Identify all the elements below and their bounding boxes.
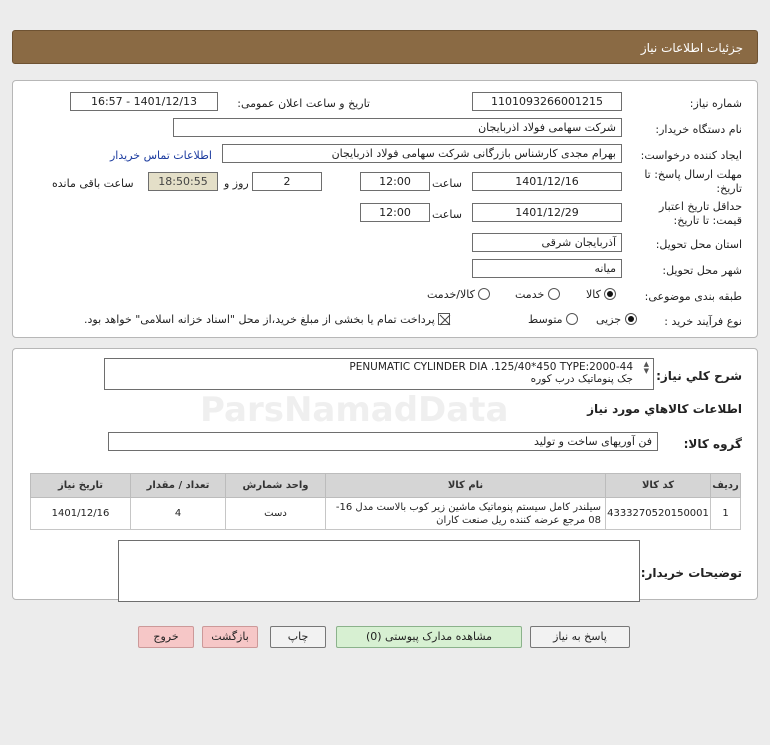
creator-field: بهرام مجدی کارشناس بازرگانی شرکت سهامی فولاد اذربایجان [222, 144, 622, 163]
group-label: گروه کالا: [683, 437, 742, 451]
process-radio-medium[interactable]: متوسط [528, 313, 578, 326]
group-field: فن آوریهای ساخت و تولید [108, 432, 658, 451]
creator-label: ایجاد کننده درخواست: [640, 149, 742, 162]
category-radio-service[interactable]: خدمت [515, 288, 560, 301]
buyer-notes-box [118, 540, 640, 602]
page-title: جزئیات اطلاعات نیاز [640, 41, 743, 55]
need-number-label: شماره نیاز: [689, 97, 742, 110]
summary-line-2: جک پنوماتیک درب کوره [530, 373, 633, 385]
deadline-label-2: تاریخ: [716, 182, 742, 195]
buyer-org-label: نام دستگاه خریدار: [655, 123, 742, 136]
cell-date: 1401/12/16 [31, 498, 131, 530]
cell-code: 4333270520150001 [606, 498, 711, 530]
radio-icon [566, 313, 578, 325]
cell-qty: 4 [131, 498, 226, 530]
buyer-notes-label: توضیحات خریدار: [640, 566, 742, 580]
city-label: شهر محل تحویل: [662, 264, 742, 277]
remaining-label: ساعت باقی مانده [52, 177, 134, 190]
announce-field: 1401/12/13 - 16:57 [70, 92, 218, 111]
print-button[interactable]: چاپ [270, 626, 326, 648]
radio-icon [548, 288, 560, 300]
deadline-time-field: 12:00 [360, 172, 430, 191]
view-attachments-button[interactable]: مشاهده مدارک پیوستی (0) [336, 626, 522, 648]
cell-unit: دست [226, 498, 326, 530]
page-header [12, 30, 758, 64]
city-field: میانه [472, 259, 622, 278]
days-label: روز و [224, 177, 249, 190]
province-label: استان محل تحویل: [655, 238, 742, 251]
items-heading: اطلاعات کالاهاي مورد نياز [587, 402, 742, 416]
treasury-checkbox[interactable] [84, 313, 450, 326]
scroll-arrows-icon[interactable]: ▲ ▼ [643, 360, 649, 375]
validity-time-field: 12:00 [360, 203, 430, 222]
checkbox-checked-icon [438, 313, 450, 325]
category-radio-goods[interactable]: کالا [586, 288, 616, 301]
process-label: نوع فرآیند خرید : [664, 315, 742, 328]
summary-label: شرح کلي نياز: [656, 369, 742, 383]
province-field: آذربایجان شرقی [472, 233, 622, 252]
days-field: 2 [252, 172, 322, 191]
col-header-unit: واحد شمارش [226, 474, 326, 498]
process-radio-minor[interactable]: جزیی [596, 313, 637, 326]
radio-selected-icon [625, 313, 637, 325]
summary-line-1: PENUMATIC CYLINDER DIA .125/40*450 TYPE:2000-44 [349, 361, 633, 373]
radio-selected-icon [604, 288, 616, 300]
cell-name: سیلندر کامل سیستم پنوماتیک ماشین زیر کوب بالاست مدل 16-08 مرجع عرضه کننده ریل صنعت کاران [326, 498, 606, 530]
buyer-contact-link[interactable]: اطلاعات تماس خریدار [110, 149, 212, 162]
category-label: طبقه بندی موضوعی: [644, 290, 742, 303]
col-header-date: تاریخ نیاز [31, 474, 131, 498]
radio-icon [478, 288, 490, 300]
col-header-name: نام کالا [326, 474, 606, 498]
summary-textarea[interactable] [104, 358, 654, 390]
deadline-date-field: 1401/12/16 [472, 172, 622, 191]
buyer-org-field: شرکت سهامی فولاد اذربایجان [173, 118, 622, 137]
remaining-time-field: 18:50:55 [148, 172, 218, 191]
category-radio-goods-service[interactable]: کالا/خدمت [427, 288, 490, 301]
col-header-qty: تعداد / مقدار [131, 474, 226, 498]
validity-date-field: 1401/12/29 [472, 203, 622, 222]
back-button[interactable]: بازگشت [202, 626, 258, 648]
deadline-label: مهلت ارسال پاسخ: تا [644, 168, 742, 181]
announce-label: تاریخ و ساعت اعلان عمومی: [237, 97, 370, 110]
table-header-row [31, 474, 741, 498]
validity-time-label: ساعت [432, 208, 462, 221]
deadline-time-label: ساعت [432, 177, 462, 190]
table-row [31, 498, 741, 530]
treasury-note: پرداخت تمام یا بخشی از مبلغ خرید،از محل "اسناد خزانه اسلامی" خواهد بود. [84, 313, 435, 326]
col-header-index: ردیف [711, 474, 741, 498]
need-number-field: 1101093266001215 [472, 92, 622, 111]
reply-button[interactable]: پاسخ به نیاز [530, 626, 630, 648]
items-table [30, 473, 741, 530]
validity-label-2: قیمت: تا تاریخ: [673, 214, 742, 227]
exit-button[interactable]: خروج [138, 626, 194, 648]
col-header-code: کد کالا [606, 474, 711, 498]
cell-index: 1 [711, 498, 741, 530]
validity-label: حداقل تاریخ اعتبار [658, 200, 742, 213]
